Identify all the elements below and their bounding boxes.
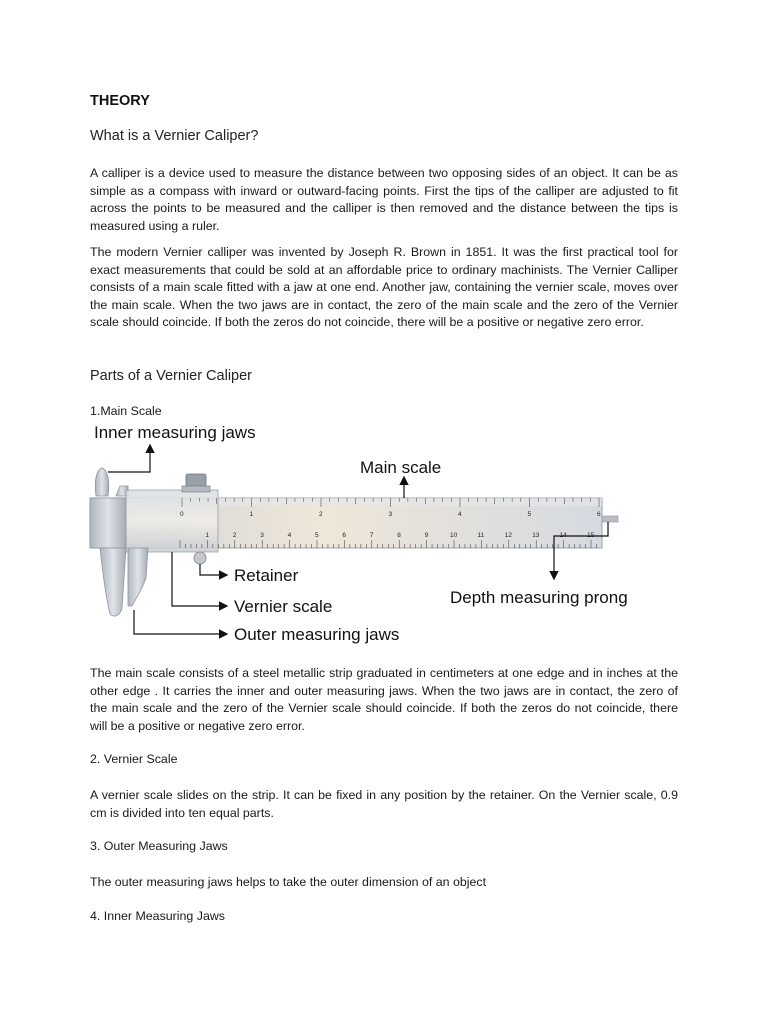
main-scale-paragraph: The main scale consists of a steel metallic strip graduated in centimeters at one edge and in inches at the other edge . It carries the inner and outer measuring jaws. When the two jaws are in contact, the zero of the main scale and the zero of the Vernier scale should coincide. If both the zeros do not coincide, there will be a positive or negative zero error.	[90, 666, 678, 733]
history-paragraph: The modern Vernier calliper was invented by Joseph R. Brown in 1851. It was the first practical tool for exact measurements that could be sold at an affordable price to ordinary machinists. The Vernier Calliper consists of a main scale fitted with a jaw at one end. Another jaw, containing the vernier scale, moves over the main scale. When the two jaws are in contact, the zero of the main scale and the zero of the Vernier scale should coincide. If both the zeros do not coincide, there will be a positive or negative zero error.	[90, 245, 678, 330]
lower-scale-number: 9	[424, 532, 429, 539]
outer-jaws-paragraph: The outer measuring jaws helps to take the outer dimension of an object	[90, 875, 487, 889]
lower-scale-number: 14	[559, 532, 567, 539]
outer-jaw-moving	[128, 548, 148, 606]
lower-scale-number: 1	[205, 532, 210, 539]
lower-scale-numbers	[205, 532, 594, 539]
lower-scale-number: 2	[232, 532, 237, 539]
intro-paragraph: A calliper is a device used to measure the distance between two opposing sides of an object. It can be as simple as a compass with inward or outward-facing points. First the tips of the calliper are adjusted to fit across the points to be measured and the calliper is then removed and the distance between the tips is measured using a ruler.	[90, 166, 678, 233]
vernier-slider	[126, 490, 218, 552]
upper-scale-number: 4	[458, 511, 462, 518]
section-title: THEORY	[90, 93, 150, 109]
question-heading: What is a Vernier Caliper?	[90, 128, 259, 144]
lower-scale-number: 7	[369, 532, 374, 539]
inner-jaw-fixed	[95, 468, 109, 496]
depth-prong	[602, 516, 618, 522]
depth-prong-label: Depth measuring prong	[450, 588, 628, 607]
inner-jaws-leader	[108, 446, 150, 472]
outer-jaws-leader	[134, 610, 226, 634]
part2-title: 2. Vernier Scale	[90, 752, 178, 766]
part3-title: 3. Outer Measuring Jaws	[90, 839, 228, 853]
vernier-scale-label: Vernier scale	[234, 597, 333, 616]
vernier-caliper-diagram	[88, 418, 688, 650]
retainer-knob	[194, 552, 206, 564]
inner-jaws-label: Inner measuring jaws	[94, 423, 256, 442]
lower-scale-number: 6	[342, 532, 347, 539]
upper-scale-number: 0	[180, 511, 184, 518]
part1-title: 1.Main Scale	[90, 404, 162, 418]
fixed-jaw-block	[90, 498, 126, 548]
lower-scale-number: 8	[397, 532, 401, 539]
lower-scale-number: 11	[477, 532, 485, 539]
lower-scale-number: 12	[504, 532, 513, 539]
lower-scale-number: 15	[587, 532, 595, 539]
retainer-leader	[200, 564, 226, 575]
outer-jaws-label: Outer measuring jaws	[234, 625, 400, 644]
lower-scale-number: 10	[450, 532, 458, 539]
upper-scale-number: 6	[597, 511, 601, 518]
retainer-label: Retainer	[234, 566, 299, 585]
upper-scale-number: 3	[388, 511, 393, 518]
parts-heading: Parts of a Vernier Caliper	[90, 368, 252, 384]
lower-scale-number: 13	[532, 532, 540, 539]
lower-scale-number: 5	[315, 532, 319, 539]
upper-scale-number: 1	[249, 511, 254, 518]
upper-scale-number: 5	[527, 511, 532, 518]
main-scale-label: Main scale	[360, 458, 442, 477]
outer-jaw-fixed	[100, 548, 126, 616]
part4-title: 4. Inner Measuring Jaws	[90, 909, 225, 923]
upper-scale-number: 2	[319, 511, 323, 518]
lower-scale-number: 4	[287, 532, 292, 539]
vernier-paragraph: A vernier scale slides on the strip. It can be fixed in any position by the retainer. On the Vernier scale, 0.9 cm is divided into ten equal parts.	[90, 788, 678, 820]
lower-scale-number: 3	[260, 532, 264, 539]
